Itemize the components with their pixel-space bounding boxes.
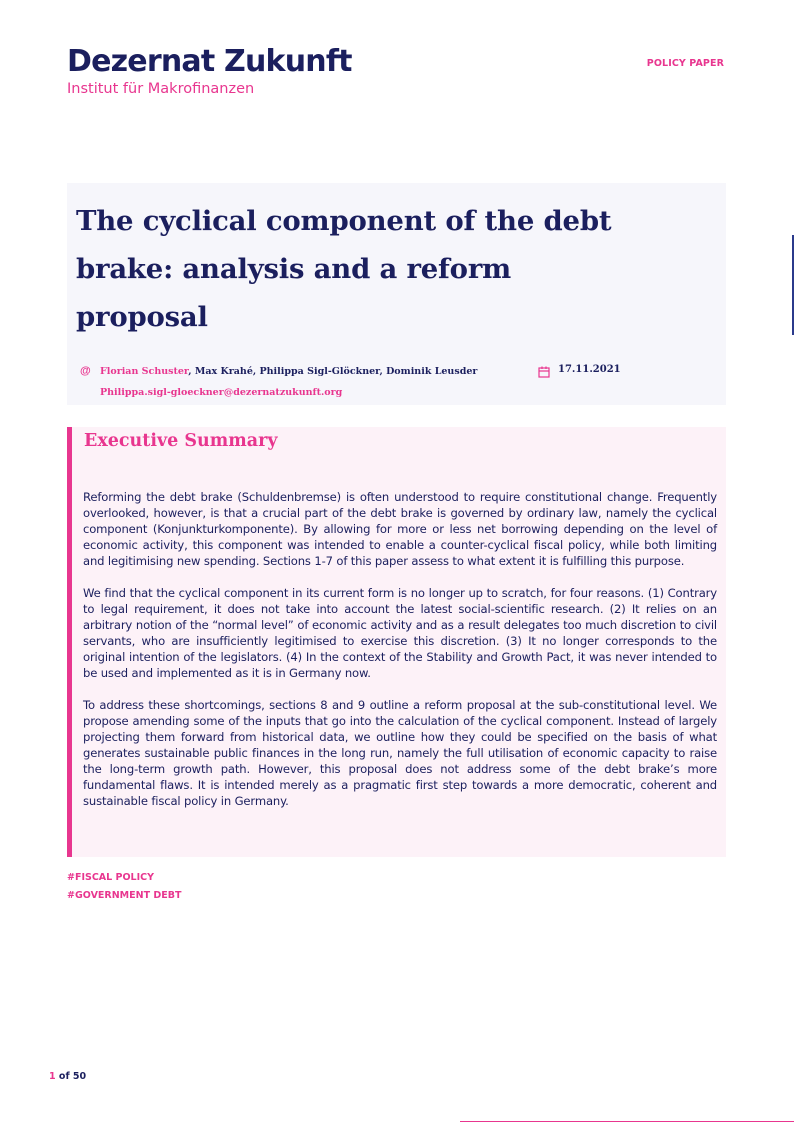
tag-list — [67, 869, 181, 905]
publication-date: 17.11.2021 — [558, 364, 621, 375]
summary-paragraph: Reforming the debt brake (Schuldenbremse) is often understood to require constitutional change. Frequently overlooked, however, is that a crucial part of the debt brake is governed by ordinary law, namely the cyclical component (Konjunkturkomponente). By allowing for more or less net borrowing depending on the level of economic activity, this component was intended to enable a counter-cyclical fiscal policy, while both limiting and legitimising new spending. Sections 1-7 of this paper assess to what extent it is fulfilling this purpose. — [83, 490, 717, 568]
summary-heading: Executive Summary — [84, 431, 278, 451]
executive-summary — [67, 427, 726, 857]
calendar-icon — [538, 366, 550, 378]
summary-paragraph: We find that the cyclical component in its current form is no longer up to scratch, for four reasons. (1) Contrary to legal requirement, it does not take into account the latest social-scientific research. (2) It relies on an arbitrary notion of the “normal level” of economic activity and as a result delegates too much discretion to civil servants, who are insufficiently legitimised to exercise this discretion. (3) It no longer corresponds to the original intention of the legislators. (4) In the context of the Stability and Growth Pact, it was never intended to be used and implemented as it is in Germany now. — [83, 586, 717, 680]
first-author: Florian Schuster — [100, 366, 189, 377]
tag-government-debt[interactable]: #GOVERNMENT DEBT — [67, 890, 182, 901]
document-type-label: POLICY PAPER — [646, 58, 724, 69]
contact-email[interactable]: Philippa.sigl-gloeckner@dezernatzukunft.org — [100, 387, 343, 398]
at-icon: @ — [80, 365, 91, 377]
tag-fiscal-policy[interactable]: #FISCAL POLICY — [67, 872, 154, 883]
current-page: 1 — [49, 1071, 56, 1082]
logo-subtitle: Institut für Makrofinanzen — [67, 81, 255, 97]
page-total: of 50 — [55, 1071, 87, 1082]
page-number — [49, 1071, 86, 1082]
logo — [67, 44, 352, 98]
logo-main-text: Dezernat Zukunft — [67, 44, 352, 79]
author-list — [100, 366, 520, 377]
summary-body — [83, 489, 717, 825]
page-title: The cyclical component of the debt brake: analysis and a reform proposal — [76, 205, 612, 333]
footer-rule — [460, 1121, 794, 1122]
title-block — [67, 183, 726, 405]
summary-paragraph: To address these shortcomings, sections 8 and 9 outline a reform proposal at the sub-constitutional level. We propose amending some of the inputs that go into the calculation of the cyclical component. Instead of largely projecting them forward from historical data, we outline how they could be specified on the basis of what generates sustainable public finances in the long run, namely the full utilisation of economic capacity to raise the long-term growth path. However, this proposal does not address some of the debt brake’s more fundamental flaws. It is intended merely as a pragmatic first step towards a more democratic, coherent and sustainable fiscal policy in Germany. — [83, 698, 717, 808]
other-authors: , Max Krahé, Philippa Sigl-Glöckner, Dominik Leusder — [188, 366, 478, 377]
